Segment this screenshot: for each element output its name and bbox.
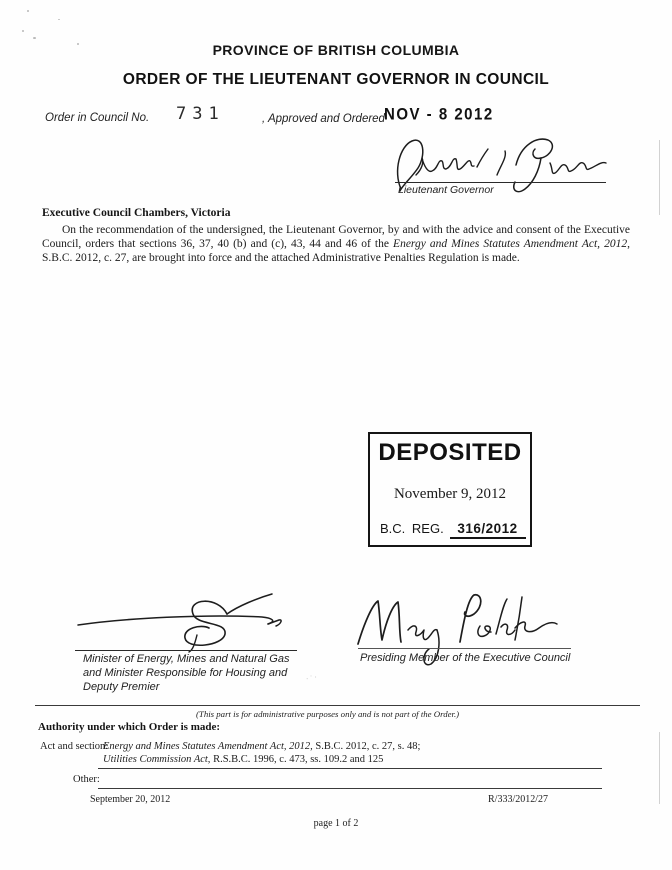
document-header [0, 42, 672, 89]
admin-date: September 20, 2012 [90, 794, 171, 805]
minister-signature [66, 588, 306, 654]
order-title: ORDER OF THE LIEUTENANT GOVERNOR IN COUNCIL [122, 71, 550, 88]
bc-reg-label: B.C. REG. [380, 521, 444, 536]
order-number-row [0, 104, 672, 134]
minister-title-line: Minister of Energy, Mines and Natural Gas [83, 653, 290, 665]
minister-title-line: and Minister Responsible for Housing and [83, 666, 288, 679]
order-body-text-end: , S.B.C. 2012, c. 27, are brought into force and the attached Administrative Penalties Regulation is made. [42, 238, 630, 265]
order-body-paragraph [42, 223, 630, 266]
act-name: Energy and Mines Statutes Amendment Act, 2012, [103, 741, 313, 752]
other-underline [98, 788, 602, 789]
minister-title-line: Deputy Premier [83, 680, 160, 693]
scan-edge-artifact [659, 732, 660, 804]
chambers-heading: Executive Council Chambers, Victoria [42, 207, 231, 219]
acts-list [103, 740, 420, 766]
acts-underline [98, 768, 602, 769]
act-citation: S.B.C. 2012, c. 27, s. 48; [312, 741, 421, 752]
presiding-member-label: Presiding Member of the Executive Council [360, 652, 571, 664]
bc-reg-line [376, 521, 524, 536]
scan-speck [58, 19, 60, 20]
approval-date-stamp: NOV - 8 2012 [384, 105, 494, 124]
bc-reg-number: 316/2012 [450, 521, 525, 539]
admin-divider-top [35, 705, 640, 706]
scan-speck [33, 37, 36, 39]
order-body-text: On the recommendation of the undersigned, the Lieutenant Governor, by and with the advice and consent of the Executive Council, orders that sections 36, 37, 40 (b) and (c), 43, 44 and 46 of the [42, 224, 630, 251]
deposited-date: November 9, 2012 [393, 485, 507, 502]
scan-edge-artifact [659, 140, 660, 215]
scan-smudge: ·˙· [305, 672, 320, 684]
other-label: Other: [73, 774, 100, 785]
province-title: PROVINCE OF BRITISH COLUMBIA [212, 42, 460, 58]
admin-reference-number: R/333/2012/27 [488, 794, 549, 805]
scan-speck [22, 30, 24, 32]
authority-heading: Authority under which Order is made: [38, 721, 221, 733]
deposited-title: DEPOSITED [378, 439, 522, 466]
order-number-label: Order in Council No. [45, 112, 150, 124]
preamble-section [42, 207, 630, 266]
approved-and-ordered-label: , Approved and Ordered [262, 113, 385, 125]
act-name: Utilities Commission Act, [103, 754, 211, 766]
act-citation: R.S.B.C. 1996, c. 473, ss. 109.2 and 125 [210, 754, 384, 766]
lieutenant-governor-label: Lieutenant Governor [398, 184, 494, 196]
act-name-italic: Energy and Mines Statutes Amendment Act, 2012 [393, 238, 628, 251]
admin-note: (This part is for administrative purposes only and is not part of the Order.) [196, 709, 460, 719]
page-number: page 1 of 2 [313, 818, 359, 829]
deposited-stamp-box [368, 432, 532, 547]
scan-speck [27, 10, 29, 12]
act-line [103, 740, 420, 753]
act-and-section-label: Act and section: [40, 741, 109, 752]
act-line [103, 753, 420, 766]
lieutenant-governor-signature-line [395, 182, 606, 183]
minister-title-label [83, 653, 289, 694]
minister-signature-line [75, 650, 297, 651]
order-number-value: 731 [176, 104, 225, 124]
presiding-member-signature-line [358, 648, 571, 649]
